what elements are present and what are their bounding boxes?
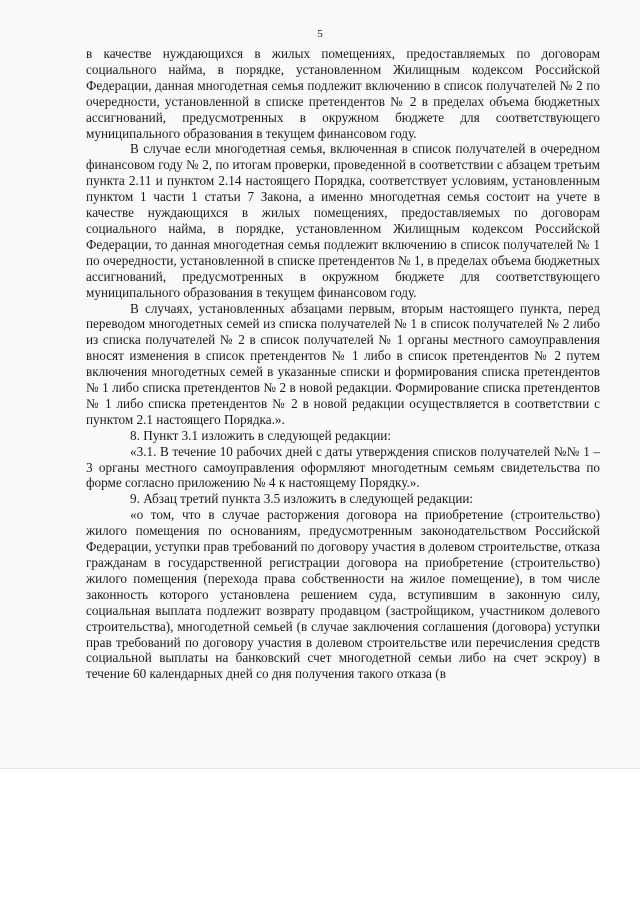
page-number: 5 [317,28,323,40]
paragraph: «о том, что в случае расторжения договора на приобретение (строительство) жилого помещения по основаниям, предусмотренным законодательством Российской Федерации, уступки прав требований по договору участия в долевом строительстве, отказа гражданам в государственной регистрации договора на приобретение (строительство) жилого помещения (перехода права собственности на жилое помещение), в том числе законность которого установлена решением суда, вступившим в законную силу, социальная выплата подлежит возврату продавцом (застройщиком, участником долевого строительства), многодетной семьей (в случае заключения соглашения (договора) уступки прав требований по договору участия в долевом строительстве или перечисления средств социальной выплаты на банковский счет многодетной семьи либо на счет эскроу) в течение 60 календарных дней со дня получения такого отказа (в [86,507,600,682]
paragraph: 9. Абзац третий пункта 3.5 изложить в следующей редакции: [130,491,474,507]
paragraph: 8. Пункт 3.1 изложить в следующей редакции: [130,427,392,443]
paragraph: в качестве нуждающихся в жилых помещениях, предоставляемых по договорам социального найма, в порядке, установленном Жилищным кодексом Российской Федерации, данная многодетная семья подлежит включению в список получателей № 2 по очередности, установленной в списке претендентов № 2 в пределах объема бюджетных ассигнований, предусмотренных в окружном бюджете для соответствующего муниципального образования в текущем финансовом году. [86,46,600,141]
blank-area [0,769,640,905]
paragraph: В случае если многодетная семья, включенная в список получателей в очередном финансовом году № 2, по итогам проверки, проведенной в соответствии с абзацем третьим пункта 2.11 и пунктом 2.14 настоящего Порядка, соответствует условиям, установленным пунктом 1 части 1 статьи 7 Закона, а именно многодетная семья состоит на учете в качестве нуждающихся в жилых помещениях, предоставляемых по договорам социального найма, в порядке, установленном Жилищным кодексом Российской Федерации, то данная многодетная семья подлежит включению в список получателей № 1 по очередности, установленной в списке претендентов № 1, в пределах объема бюджетных ассигнований, предусмотренных в окружном бюджете для соответствующего муниципального образования в текущем финансовом году. [86,141,600,300]
document-body [86,46,600,682]
paragraph: «3.1. В течение 10 рабочих дней с даты утверждения списков получателей №№ 1 – 3 органы местного самоуправления оформляют многодетным семьям свидетельства по форме согласно приложению № 4 к настоящему Порядку.». [86,443,600,491]
paragraph: В случаях, установленных абзацами первым, вторым настоящего пункта, перед переводом многодетных семей из списка получателей № 1 в список получателей № 2 либо из списка получателей № 2 в список получателей № 1 органы местного самоуправления вносят изменения в список претендентов № 1 либо в список претендентов № 2 путем включения многодетных семей в указанные списки и формирования списка претендентов № 1 либо списка претендентов № 2 в новой редакции. Формирование списка претендентов № 1 либо списка претендентов № 2 в новой редакции осуществляется в соответствии с пунктом 2.1 настоящего Порядка.». [86,300,600,427]
